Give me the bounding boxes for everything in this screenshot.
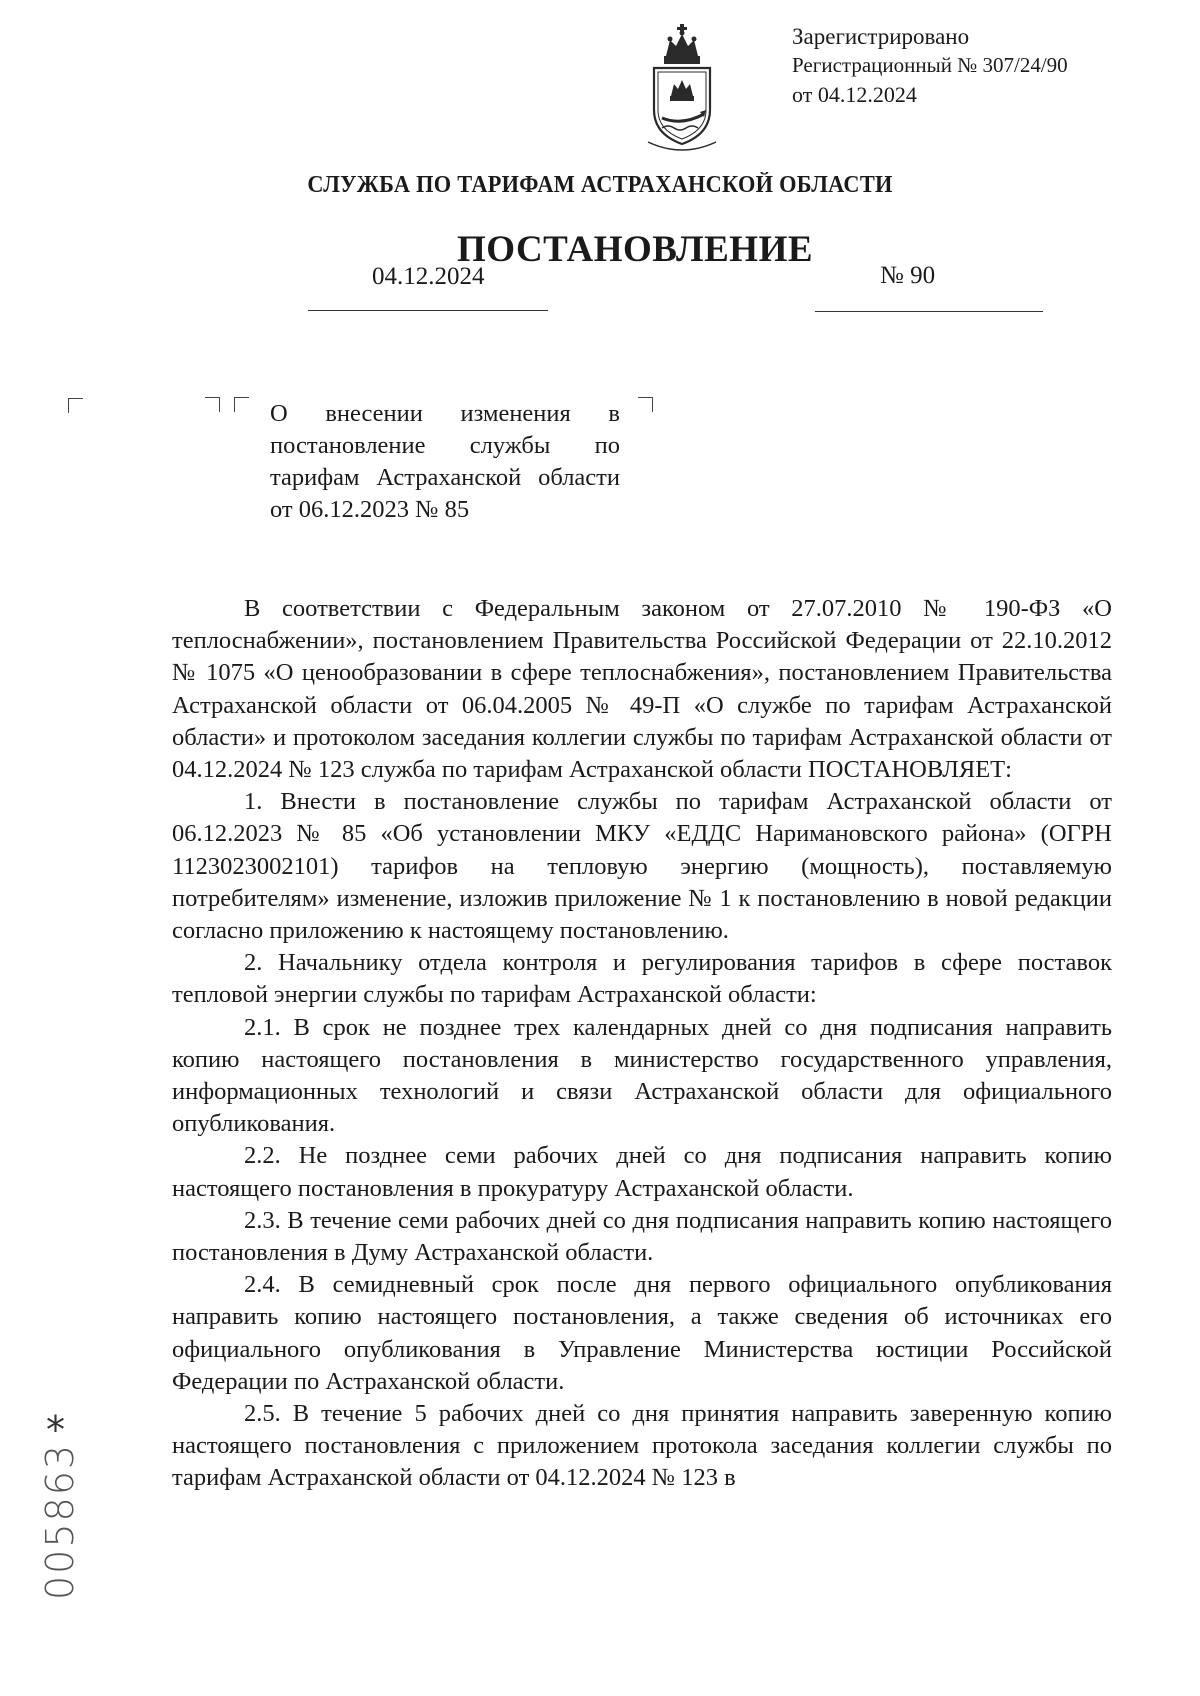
corner-bracket-subject-left-a — [205, 397, 220, 412]
corner-bracket-left — [68, 398, 83, 413]
document-subject: О внесении изменения в постановление службы по тарифам Астраханской области от 06.12.2023 № 85 — [270, 400, 620, 523]
paragraph-2: 2. Начальнику отдела контроля и регулирования тарифов в сфере поставок тепловой энергии службы по тарифам Астраханской области: — [172, 949, 1112, 1009]
margin-serial-number: 005863 — [38, 1442, 82, 1600]
paragraph-2-1: 2.1. В срок не позднее трех календарных дней со дня подписания направить копию настоящего постановления в министерство государственного управления, информационных технологий и связи Астраханской области для официального опубликования. — [172, 1013, 1112, 1138]
registration-number: Регистрационный № 307/24/90 — [792, 53, 1068, 77]
document-type-title: ПОСТАНОВЛЕНИЕ — [456, 229, 814, 270]
paragraph-2-5: 2.5. В течение 5 рабочих дней со дня принятия направить заверенную копию настоящего постановления с приложением протокола заседания коллегии службы по тарифам Астраханской области от 04.12.2024 № 123 в — [172, 1400, 1112, 1492]
registration-label: Зарегистрировано — [792, 24, 970, 49]
astrakhan-coat-of-arms-icon — [644, 22, 720, 154]
registration-stamp — [792, 22, 1068, 109]
margin-star-mark: * — [46, 1408, 65, 1452]
paragraph-2-3: 2.3. В течение семи рабочих дней со дня подписания направить копию настоящего постановления в Думу Астраханской области. — [172, 1206, 1112, 1267]
organization-name: СЛУЖБА ПО ТАРИФАМ АСТРАХАНСКОЙ ОБЛАСТИ — [307, 172, 893, 198]
date-underline — [308, 310, 548, 311]
corner-bracket-subject-right — [638, 397, 653, 412]
document-body — [172, 593, 1112, 1495]
paragraph-2-2: 2.2. Не позднее семи рабочих дней со дня подписания направить копию настоящего постановления в прокуратуру Астраханской области. — [172, 1142, 1112, 1202]
document-date: 04.12.2024 — [372, 263, 485, 290]
registration-date: от 04.12.2024 — [792, 82, 917, 107]
paragraph-2-4: 2.4. В семидневный срок после дня первого официального опубликования направить копию настоящего постановления, а также сведения об источниках его официального опубликования в Управление Министерства юстиции Российской Федерации по Астраханской области. — [172, 1271, 1112, 1395]
number-underline — [815, 311, 1043, 312]
paragraph-1: 1. Внести в постановление службы по тарифам Астраханской области от 06.12.2023 № 85 «Об установлении МКУ «ЕДДС Наримановского района» (ОГРН 1123023002101) тарифов на тепловую энергию (мощность), поставляемую потребителям» изменение, изложив приложение № 1 к постановлению в новой редакции согласно приложению к настоящему постановлению. — [172, 788, 1112, 945]
corner-bracket-subject-left-b — [234, 397, 249, 412]
document-number: № 90 — [880, 262, 936, 289]
paragraph-preamble: В соответствии с Федеральным законом от 27.07.2010 № 190-ФЗ «О теплоснабжении», постановлением Правительства Российской Федерации от 22.10.2012 № 1075 «О ценообразовании в сфере теплоснабжения», постановлением Правительства Астраханской области от 06.04.2005 № 49-П «О службе по тарифам Астраханской области» и протоколом заседания коллегии службы по тарифам Астраханской области от 04.12.2024 № 123 служба по тарифам Астраханской области ПОСТАНОВЛЯЕТ: — [172, 595, 1112, 784]
